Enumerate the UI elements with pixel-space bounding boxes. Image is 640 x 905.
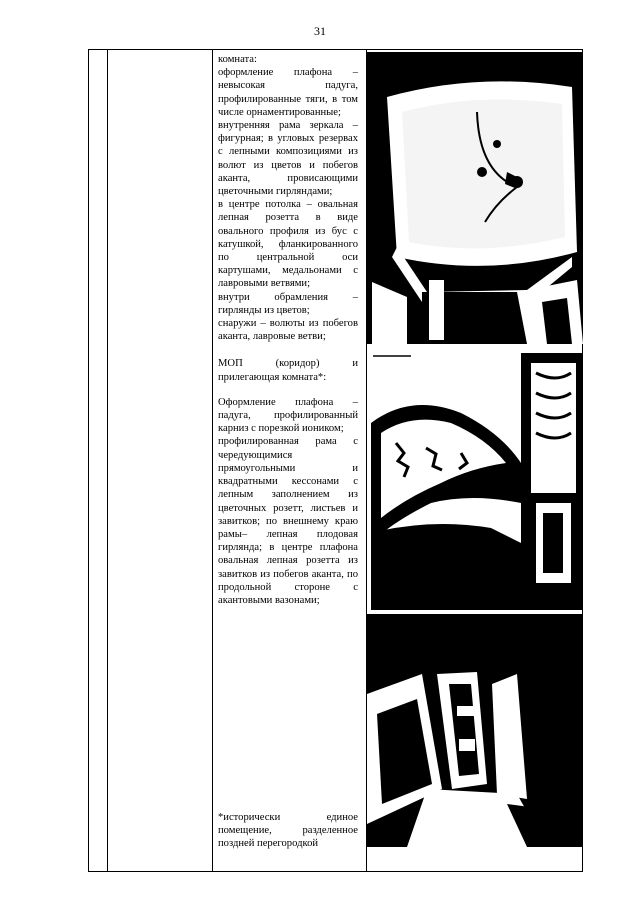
description-column (218, 53, 358, 607)
description-paragraph: оформление плафона – невысокая падуга, профилированные тяги, в том числе орнаментированные; (218, 67, 358, 118)
section-heading: МОП (коридор) и прилегающая комната*: (218, 358, 358, 383)
description-paragraph: внутренняя рама зеркала – фигурная; в угловых резервах с лепными композициями из волют из цветов и побегов аканта, провисающими цветочными гирляндами; (218, 120, 358, 198)
footnote: *исторически единое помещение, разделенное поздней перегородкой (218, 812, 358, 850)
ceiling-photo-3 (367, 614, 583, 847)
column-divider-1 (107, 50, 108, 871)
description-paragraph: Оформление плафона – падуга, профилированный карниз с порезкой иоником; (218, 396, 358, 435)
description-paragraph: комната: (218, 54, 257, 65)
ceiling-photo-1 (367, 52, 583, 344)
ceiling-photo-2-image (371, 353, 582, 610)
description-paragraph: внутри обрамления – гирлянды из цветов; (218, 291, 358, 316)
description-paragraph: профилированная рама с чередующимися прямоугольными и квадратными кессонами с лепным заполнением из цветочных розетт, листьев и завитков; по внешнему краю рамы– лепная плодовая гирлянда; в центре плафона овальная лепная розетта из завитков из побегов аканта, по продольной стороне с акантовыми вазонами; (218, 436, 358, 606)
ceiling-photo-3-image (367, 614, 583, 847)
description-paragraph: снаружи – волюты из побегов аканта, лавровые ветви; (218, 318, 358, 343)
description-paragraph: в центре потолка – овальная лепная розетта в виде овального профиля из бус с катушкой, фланкированного по центральной оси картушами, медальонами с лавровыми ветвями; (218, 199, 358, 290)
column-divider-2 (212, 50, 213, 871)
ceiling-photo-1-image (367, 52, 583, 344)
page-number: 31 (314, 24, 326, 38)
ceiling-photo-2 (371, 353, 582, 610)
